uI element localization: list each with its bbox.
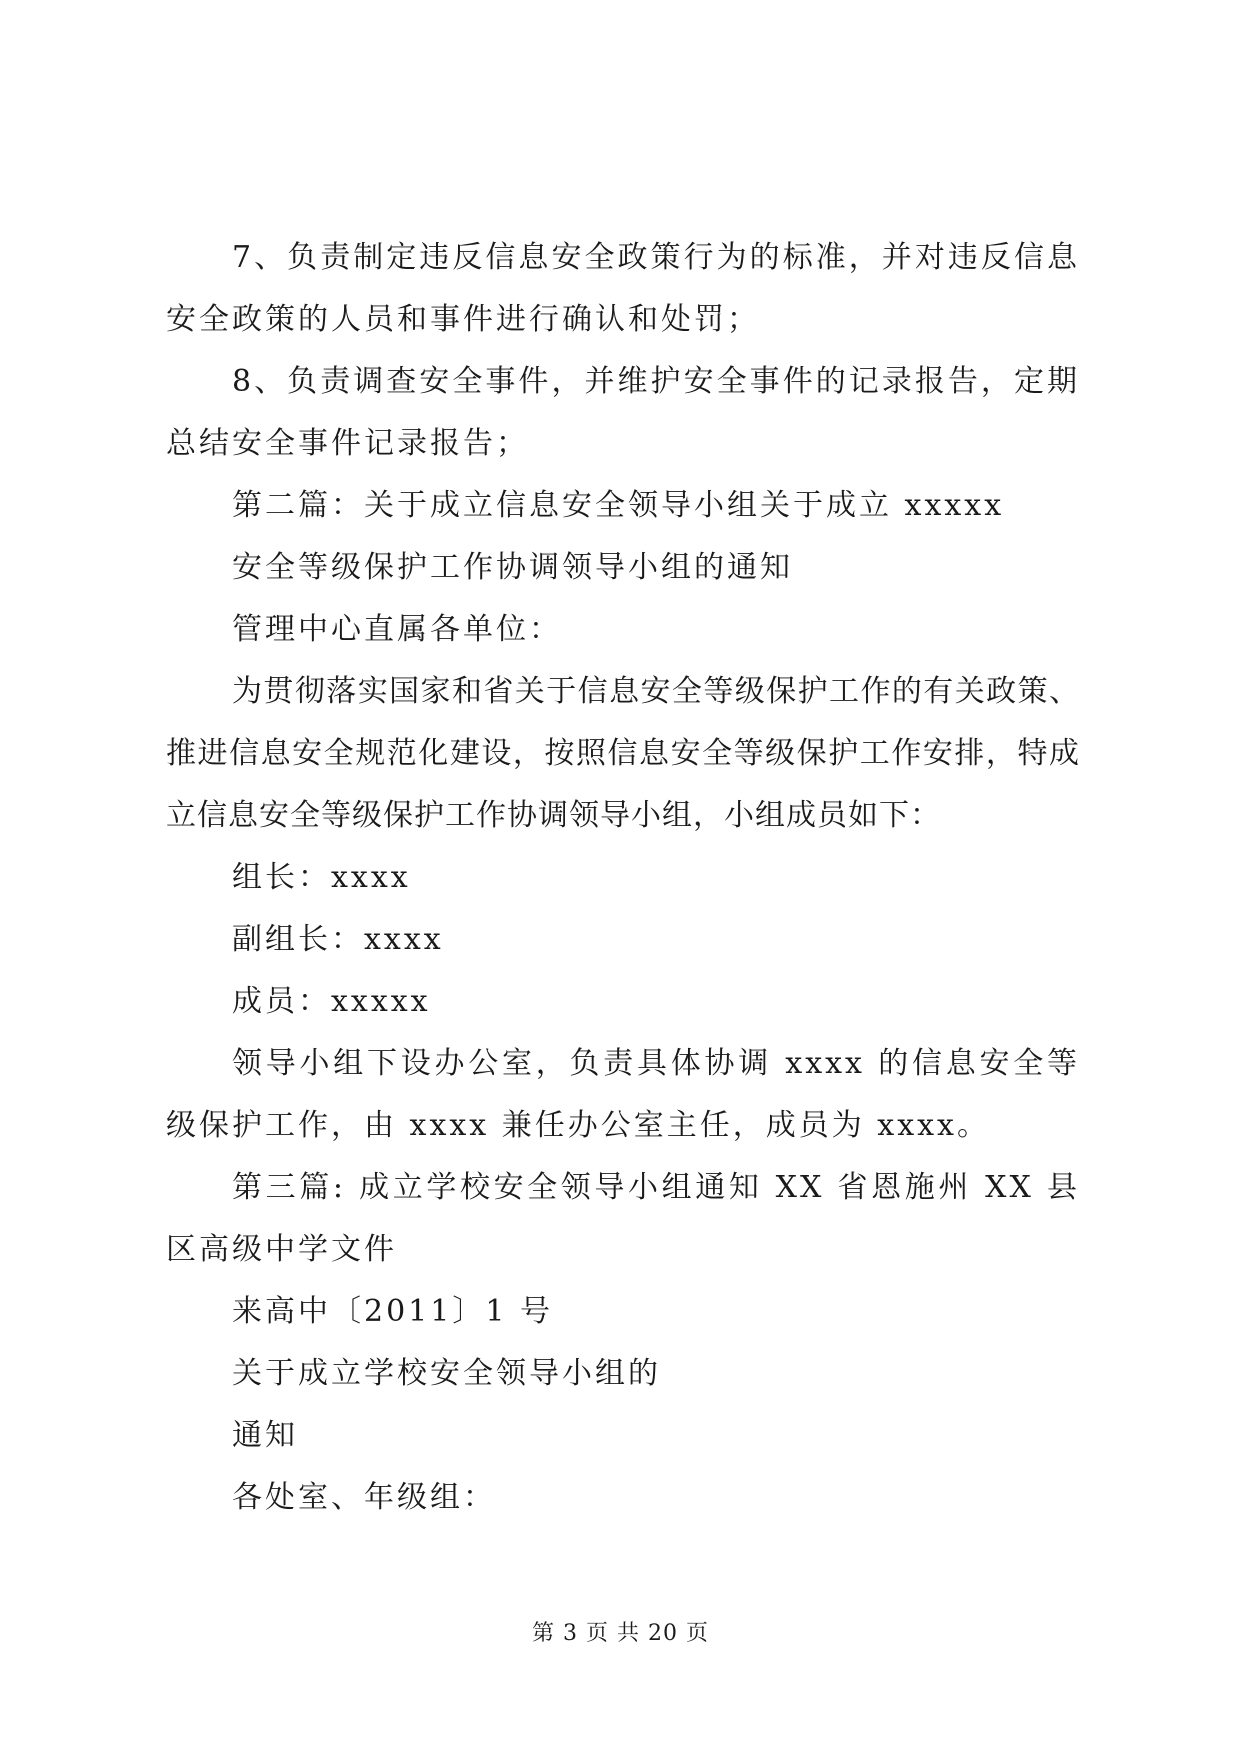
section-heading-part-3: 第三篇: 成立学校安全领导小组通知 XX 省恩施州 XX 县区高级中学文件 bbox=[166, 1170, 1080, 1267]
section-heading-part-2: 第二篇：关于成立信息安全领导小组关于成立 xxxxx bbox=[232, 488, 1005, 523]
notice-title: 安全等级保护工作协调领导小组的通知 bbox=[232, 550, 793, 585]
page-number-footer: 第 3 页 共 20 页 bbox=[532, 1621, 709, 1646]
document-number: 来高中〔2011〕1 号 bbox=[232, 1294, 553, 1329]
paragraph-item-8: 8、负责调查安全事件，并维护安全事件的记录报告，定期总结安全事件记录报告； bbox=[166, 364, 1080, 461]
office-paragraph: 领导小组下设办公室，负责具体协调 xxxx 的信息安全等级保护工作，由 xxxx 兼任办公室主任，成员为 xxxx。 bbox=[166, 1046, 1080, 1143]
paragraph-item-7: 7、负责制定违反信息安全政策行为的标准，并对违反信息安全政策的人员和事件进行确认和处罚； bbox=[166, 240, 1080, 337]
addressee-2: 各处室、年级组： bbox=[232, 1480, 496, 1515]
document-body bbox=[166, 227, 1080, 1529]
deputy-group-leader: 副组长：xxxx bbox=[232, 922, 444, 957]
group-members: 成员：xxxxx bbox=[232, 984, 431, 1019]
addressee: 管理中心直属各单位： bbox=[232, 612, 562, 647]
notice-body: 为贯彻落实国家和省关于信息安全等级保护工作的有关政策、推进信息安全规范化建设，按照信息安全等级保护工作安排，特成立信息安全等级保护工作协调领导小组，小组成员如下： bbox=[166, 674, 1080, 833]
group-leader: 组长：xxxx bbox=[232, 860, 411, 895]
notice-title-line-2: 通知 bbox=[232, 1418, 298, 1453]
notice-title-line-1: 关于成立学校安全领导小组的 bbox=[232, 1356, 661, 1391]
